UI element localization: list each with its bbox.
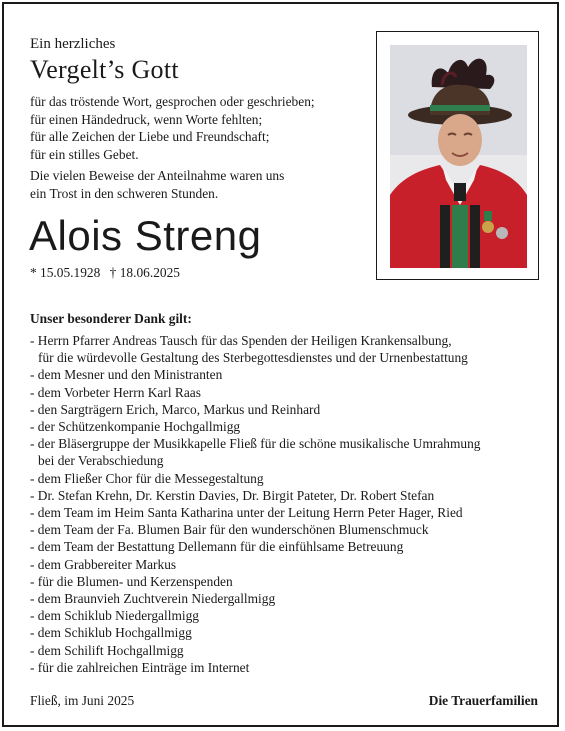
- deceased-name: Alois Streng: [29, 212, 262, 259]
- thanks-line: für das tröstende Wort, gesprochen oder geschrieben;: [30, 94, 315, 109]
- place-date: Fließ, im Juni 2025: [30, 693, 135, 708]
- list-item: - dem Team der Bestattung Dellemann für die einfühlsame Betreuung: [30, 539, 404, 555]
- thanks-line: für alle Zeichen der Liebe und Freundschaft;: [30, 129, 270, 144]
- birth-date: * 15.05.1928: [30, 265, 101, 280]
- list-item: - dem Braunvieh Zuchtverein Niedergallmigg: [30, 591, 276, 607]
- list-item: - für die Blumen- und Kerzenspenden: [30, 573, 233, 589]
- list-item: - den Sargträgern Erich, Marco, Markus und Reinhard: [30, 401, 321, 417]
- thanks-lines: [30, 93, 315, 163]
- list-item: - dem Grabbereiter Markus: [30, 556, 177, 572]
- list-item: - dem Mesner und den Ministranten: [30, 367, 223, 383]
- heading-title: Vergelt’s Gott: [30, 55, 179, 84]
- list-item: - dem Schilift Hochgallmigg: [30, 642, 184, 658]
- list-item: - dem Schiklub Niedergallmigg: [30, 608, 199, 624]
- list-item: - für die zahlreichen Einträge im Internet: [30, 659, 250, 675]
- beweise-line: ein Trost in den schweren Stunden.: [30, 185, 219, 201]
- signature: Die Trauerfamilien: [428, 693, 538, 708]
- list-item: für die würdevolle Gestaltung des Sterbegottesdienstes und der Urnenbestattung: [38, 350, 468, 366]
- dank-list: [30, 332, 480, 676]
- list-item: - dem Fließer Chor für die Messegestaltung: [30, 470, 264, 486]
- beweise-line: Die vielen Beweise der Anteilnahme waren uns: [30, 168, 285, 183]
- thanks-line: für ein stilles Gebet.: [30, 146, 139, 162]
- death-date: † 18.06.2025: [109, 265, 180, 280]
- list-item: - dem Vorbeter Herrn Karl Raas: [30, 384, 201, 400]
- dank-title: Unser besonderer Dank gilt:: [30, 311, 192, 326]
- list-item: - dem Schiklub Hochgallmigg: [30, 625, 192, 641]
- thanks-line: für einen Händedruck, wenn Worte fehlten;: [30, 111, 263, 127]
- portrait-photo: [390, 45, 527, 268]
- list-item: - dem Team der Fa. Blumen Bair für den wunderschönen Blumenschmuck: [30, 522, 429, 538]
- list-item: - dem Team im Heim Santa Katharina unter der Leitung Herrn Peter Hager, Ried: [30, 505, 463, 521]
- list-item: bei der Verabschiedung: [38, 453, 164, 469]
- life-dates: [30, 265, 186, 281]
- list-item: - der Schützenkompanie Hochgallmigg: [30, 419, 241, 435]
- beweise-text: [30, 167, 284, 202]
- list-item: - der Bläsergruppe der Musikkapelle Fließ für die schöne musikalische Umrahmung: [30, 436, 481, 452]
- list-item: - Herrn Pfarrer Andreas Tausch für das Spenden der Heiligen Krankensalbung,: [30, 333, 452, 348]
- intro-text: Ein herzliches: [30, 36, 116, 52]
- portrait-frame: [376, 31, 539, 280]
- list-item: - Dr. Stefan Krehn, Dr. Kerstin Davies, Dr. Birgit Pateter, Dr. Robert Stefan: [30, 487, 435, 503]
